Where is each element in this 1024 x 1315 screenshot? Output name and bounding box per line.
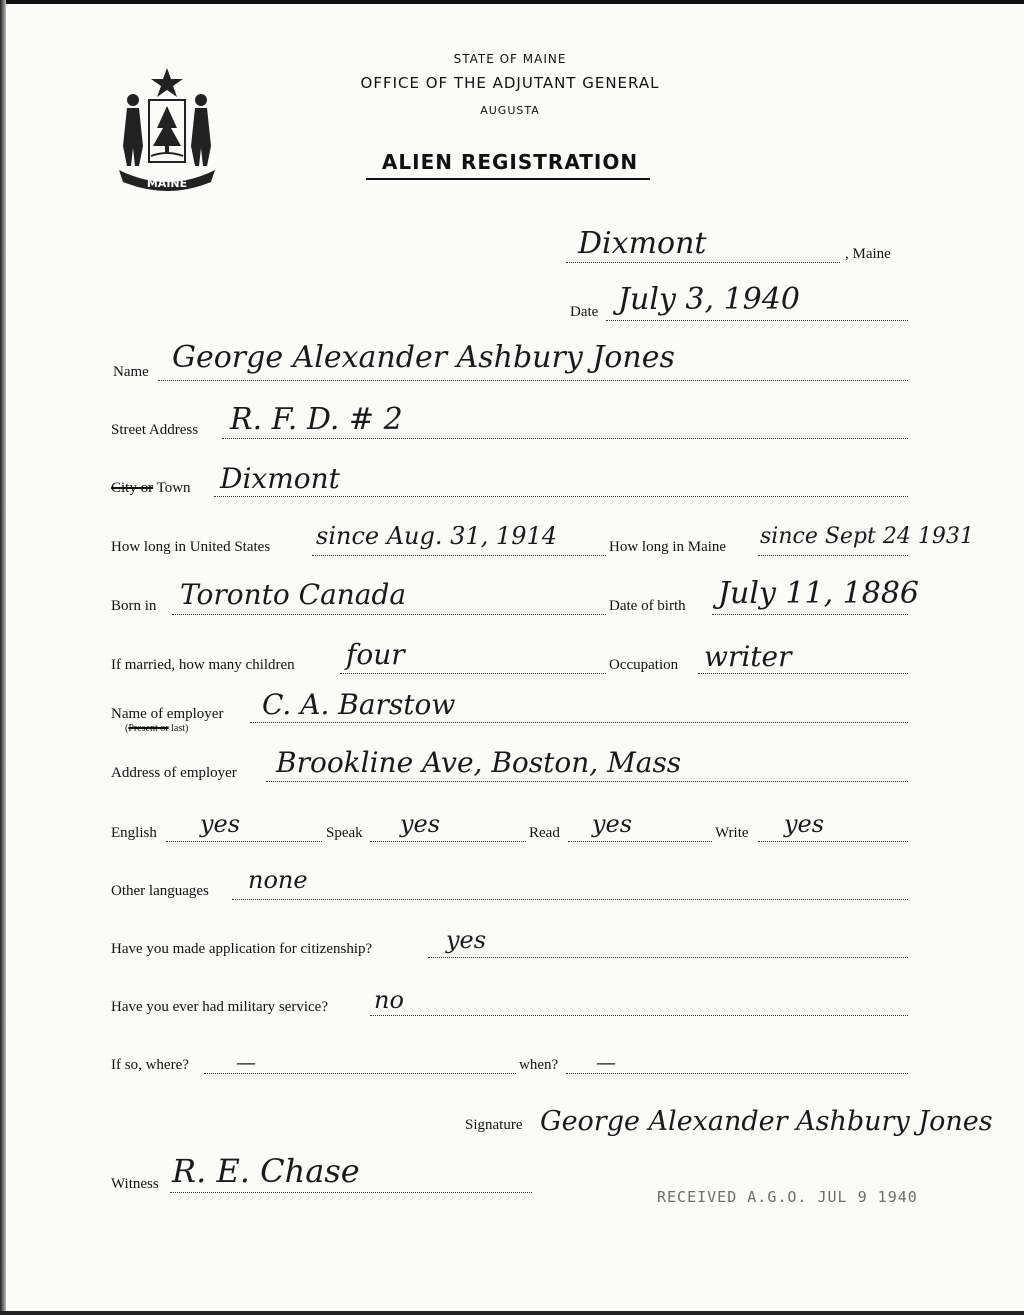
form-title: ALIEN REGISTRATION: [381, 150, 639, 174]
street-label: Street Address: [111, 422, 199, 438]
scan-border-left: [0, 0, 6, 1315]
how-long-us-value[interactable]: since Aug. 31, 1914: [316, 522, 558, 550]
military-line: [370, 1015, 908, 1016]
children-value[interactable]: four: [346, 638, 405, 671]
other-languages-line: [232, 899, 908, 900]
speak-value[interactable]: yes: [400, 810, 441, 838]
how-long-us-label: How long in United States: [111, 539, 271, 555]
present-or-struck: Present or: [128, 723, 169, 734]
city-or-struck: City or: [111, 480, 154, 496]
date-line: [606, 320, 908, 321]
citizenship-value[interactable]: yes: [446, 926, 487, 954]
employer-address-label: Address of employer: [111, 765, 237, 781]
dob-line: [712, 614, 908, 615]
city-heading: AUGUSTA: [480, 104, 540, 117]
how-long-maine-line: [758, 555, 908, 556]
employer-label: Name of employer: [111, 706, 224, 722]
scan-border-top: [0, 0, 1024, 4]
children-label: If married, how many children: [111, 657, 295, 673]
born-in-value[interactable]: Toronto Canada: [180, 578, 407, 611]
other-languages-label: Other languages: [111, 883, 209, 899]
scan-border-bottom: [0, 1311, 1024, 1315]
street-value[interactable]: R. F. D. # 2: [230, 402, 403, 437]
witness-line: [170, 1192, 532, 1193]
town-label-text: Town: [156, 480, 191, 496]
read-value[interactable]: yes: [592, 810, 633, 838]
title-underline: [366, 178, 650, 180]
how-long-maine-label: How long in Maine: [609, 539, 727, 555]
speak-line: [370, 841, 526, 842]
seal-label: MAINE: [146, 177, 188, 190]
citizenship-label: Have you made application for citizenship?: [111, 941, 373, 957]
employer-address-value[interactable]: Brookline Ave, Boston, Mass: [276, 746, 682, 779]
how-long-maine-value[interactable]: since Sept 24 1931: [760, 524, 974, 549]
if-where-label: If so, where?: [111, 1057, 189, 1073]
when-label: when?: [519, 1057, 559, 1073]
town-line: [214, 496, 908, 497]
sublabel-open: (: [125, 723, 129, 734]
occupation-value[interactable]: writer: [704, 640, 792, 673]
how-long-us-line: [312, 555, 606, 556]
write-label: Write: [715, 825, 749, 841]
english-label: English: [111, 825, 157, 841]
maine-seal-icon: [113, 66, 221, 194]
street-line: [222, 438, 908, 439]
maine-suffix: , Maine: [845, 246, 891, 262]
received-stamp: RECEIVED A.G.O. JUL 9 1940: [657, 1188, 918, 1206]
military-label: Have you ever had military service?: [111, 999, 328, 1015]
other-languages-value[interactable]: none: [248, 866, 308, 894]
sublabel-close: last): [171, 723, 189, 734]
employer-sublabel: [125, 723, 188, 734]
town-top-value[interactable]: Dixmont: [578, 226, 707, 261]
name-value[interactable]: George Alexander Ashbury Jones: [172, 340, 675, 375]
name-line: [158, 380, 908, 381]
dob-label: Date of birth: [609, 598, 686, 614]
read-label: Read: [529, 825, 560, 841]
date-value[interactable]: July 3, 1940: [618, 282, 800, 317]
witness-label: Witness: [111, 1176, 159, 1192]
town-value[interactable]: Dixmont: [220, 462, 340, 495]
signature-value[interactable]: George Alexander Ashbury Jones: [540, 1106, 993, 1137]
when-line: [566, 1073, 908, 1074]
when-value[interactable]: —: [596, 1050, 616, 1074]
occupation-line: [698, 673, 908, 674]
citizenship-line: [428, 957, 908, 958]
signature-label: Signature: [465, 1117, 523, 1133]
town-label: [111, 480, 191, 497]
english-line: [166, 841, 322, 842]
name-label: Name: [113, 364, 149, 380]
state-heading: STATE OF MAINE: [453, 52, 567, 66]
date-label: Date: [570, 304, 599, 320]
read-line: [568, 841, 712, 842]
occupation-label: Occupation: [609, 657, 679, 673]
dob-value[interactable]: July 11, 1886: [718, 576, 920, 611]
employer-value[interactable]: C. A. Barstow: [262, 688, 456, 721]
children-line: [340, 673, 606, 674]
office-heading: OFFICE OF THE ADJUTANT GENERAL: [360, 74, 660, 92]
employer-address-line: [266, 781, 908, 782]
military-value[interactable]: no: [374, 986, 404, 1014]
born-in-label: Born in: [111, 598, 157, 614]
if-where-value[interactable]: —: [236, 1050, 256, 1074]
english-value[interactable]: yes: [200, 810, 241, 838]
employer-line: [250, 722, 908, 723]
speak-label: Speak: [326, 825, 363, 841]
witness-value[interactable]: R. E. Chase: [172, 1152, 360, 1190]
born-in-line: [172, 614, 606, 615]
write-line: [758, 841, 908, 842]
town-top-line: [566, 262, 840, 263]
write-value[interactable]: yes: [784, 810, 825, 838]
